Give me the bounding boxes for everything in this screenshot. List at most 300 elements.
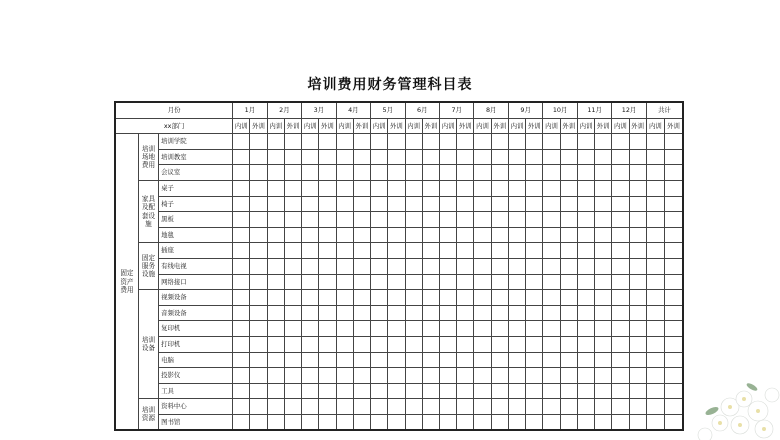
data-cell[interactable]	[474, 134, 491, 150]
data-cell[interactable]	[560, 212, 577, 228]
data-cell[interactable]	[233, 196, 250, 212]
data-cell[interactable]	[474, 290, 491, 306]
data-cell[interactable]	[422, 321, 439, 337]
data-cell[interactable]	[560, 180, 577, 196]
data-cell[interactable]	[439, 399, 456, 415]
data-cell[interactable]	[665, 149, 683, 165]
data-cell[interactable]	[577, 227, 594, 243]
data-cell[interactable]	[526, 383, 543, 399]
data-cell[interactable]	[371, 352, 388, 368]
data-cell[interactable]	[336, 368, 353, 384]
data-cell[interactable]	[560, 336, 577, 352]
data-cell[interactable]	[646, 180, 664, 196]
data-cell[interactable]	[439, 290, 456, 306]
data-cell[interactable]	[371, 149, 388, 165]
data-cell[interactable]	[577, 134, 594, 150]
data-cell[interactable]	[250, 258, 267, 274]
data-cell[interactable]	[267, 321, 284, 337]
data-cell[interactable]	[336, 383, 353, 399]
data-cell[interactable]	[612, 305, 629, 321]
data-cell[interactable]	[302, 336, 319, 352]
data-cell[interactable]	[302, 305, 319, 321]
data-cell[interactable]	[267, 368, 284, 384]
data-cell[interactable]	[267, 414, 284, 430]
data-cell[interactable]	[612, 336, 629, 352]
data-cell[interactable]	[457, 196, 474, 212]
data-cell[interactable]	[405, 336, 422, 352]
data-cell[interactable]	[371, 274, 388, 290]
data-cell[interactable]	[526, 258, 543, 274]
data-cell[interactable]	[353, 352, 370, 368]
data-cell[interactable]	[612, 243, 629, 259]
data-cell[interactable]	[439, 321, 456, 337]
data-cell[interactable]	[508, 352, 525, 368]
data-cell[interactable]	[491, 134, 508, 150]
data-cell[interactable]	[577, 305, 594, 321]
data-cell[interactable]	[319, 383, 336, 399]
data-cell[interactable]	[388, 383, 405, 399]
data-cell[interactable]	[560, 134, 577, 150]
data-cell[interactable]	[646, 258, 664, 274]
data-cell[interactable]	[491, 336, 508, 352]
data-cell[interactable]	[612, 149, 629, 165]
data-cell[interactable]	[336, 196, 353, 212]
data-cell[interactable]	[439, 180, 456, 196]
data-cell[interactable]	[665, 414, 683, 430]
data-cell[interactable]	[284, 336, 301, 352]
data-cell[interactable]	[526, 180, 543, 196]
data-cell[interactable]	[336, 290, 353, 306]
data-cell[interactable]	[336, 134, 353, 150]
data-cell[interactable]	[595, 290, 612, 306]
data-cell[interactable]	[422, 290, 439, 306]
data-cell[interactable]	[474, 368, 491, 384]
data-cell[interactable]	[422, 352, 439, 368]
data-cell[interactable]	[646, 149, 664, 165]
data-cell[interactable]	[233, 149, 250, 165]
data-cell[interactable]	[577, 290, 594, 306]
data-cell[interactable]	[508, 149, 525, 165]
data-cell[interactable]	[577, 212, 594, 228]
data-cell[interactable]	[457, 399, 474, 415]
data-cell[interactable]	[284, 196, 301, 212]
data-cell[interactable]	[405, 414, 422, 430]
data-cell[interactable]	[491, 243, 508, 259]
data-cell[interactable]	[508, 196, 525, 212]
data-cell[interactable]	[595, 227, 612, 243]
data-cell[interactable]	[405, 165, 422, 181]
data-cell[interactable]	[250, 414, 267, 430]
data-cell[interactable]	[267, 227, 284, 243]
data-cell[interactable]	[422, 149, 439, 165]
data-cell[interactable]	[388, 352, 405, 368]
data-cell[interactable]	[543, 321, 560, 337]
data-cell[interactable]	[629, 258, 646, 274]
data-cell[interactable]	[439, 134, 456, 150]
data-cell[interactable]	[665, 227, 683, 243]
data-cell[interactable]	[422, 227, 439, 243]
data-cell[interactable]	[474, 258, 491, 274]
data-cell[interactable]	[250, 243, 267, 259]
data-cell[interactable]	[543, 134, 560, 150]
data-cell[interactable]	[371, 290, 388, 306]
data-cell[interactable]	[560, 321, 577, 337]
data-cell[interactable]	[405, 399, 422, 415]
data-cell[interactable]	[422, 368, 439, 384]
data-cell[interactable]	[491, 290, 508, 306]
data-cell[interactable]	[646, 352, 664, 368]
data-cell[interactable]	[474, 305, 491, 321]
data-cell[interactable]	[284, 368, 301, 384]
data-cell[interactable]	[336, 149, 353, 165]
data-cell[interactable]	[474, 399, 491, 415]
data-cell[interactable]	[474, 243, 491, 259]
data-cell[interactable]	[353, 180, 370, 196]
data-cell[interactable]	[595, 180, 612, 196]
data-cell[interactable]	[665, 383, 683, 399]
data-cell[interactable]	[629, 336, 646, 352]
data-cell[interactable]	[665, 180, 683, 196]
data-cell[interactable]	[439, 383, 456, 399]
data-cell[interactable]	[491, 352, 508, 368]
data-cell[interactable]	[388, 212, 405, 228]
data-cell[interactable]	[508, 274, 525, 290]
data-cell[interactable]	[422, 134, 439, 150]
data-cell[interactable]	[422, 399, 439, 415]
data-cell[interactable]	[405, 274, 422, 290]
data-cell[interactable]	[233, 368, 250, 384]
data-cell[interactable]	[526, 352, 543, 368]
data-cell[interactable]	[302, 258, 319, 274]
data-cell[interactable]	[474, 180, 491, 196]
data-cell[interactable]	[612, 290, 629, 306]
data-cell[interactable]	[439, 336, 456, 352]
data-cell[interactable]	[250, 383, 267, 399]
data-cell[interactable]	[233, 212, 250, 228]
data-cell[interactable]	[560, 368, 577, 384]
data-cell[interactable]	[388, 305, 405, 321]
data-cell[interactable]	[629, 134, 646, 150]
data-cell[interactable]	[371, 212, 388, 228]
data-cell[interactable]	[319, 305, 336, 321]
data-cell[interactable]	[319, 180, 336, 196]
data-cell[interactable]	[595, 305, 612, 321]
data-cell[interactable]	[302, 290, 319, 306]
data-cell[interactable]	[371, 383, 388, 399]
data-cell[interactable]	[250, 196, 267, 212]
data-cell[interactable]	[302, 383, 319, 399]
data-cell[interactable]	[595, 336, 612, 352]
data-cell[interactable]	[474, 274, 491, 290]
data-cell[interactable]	[491, 274, 508, 290]
data-cell[interactable]	[250, 336, 267, 352]
data-cell[interactable]	[629, 212, 646, 228]
data-cell[interactable]	[250, 165, 267, 181]
data-cell[interactable]	[422, 258, 439, 274]
data-cell[interactable]	[577, 258, 594, 274]
data-cell[interactable]	[612, 352, 629, 368]
data-cell[interactable]	[267, 274, 284, 290]
data-cell[interactable]	[405, 212, 422, 228]
data-cell[interactable]	[267, 134, 284, 150]
data-cell[interactable]	[284, 321, 301, 337]
data-cell[interactable]	[543, 414, 560, 430]
data-cell[interactable]	[612, 196, 629, 212]
data-cell[interactable]	[543, 165, 560, 181]
data-cell[interactable]	[336, 399, 353, 415]
data-cell[interactable]	[491, 321, 508, 337]
data-cell[interactable]	[457, 352, 474, 368]
data-cell[interactable]	[267, 305, 284, 321]
data-cell[interactable]	[302, 368, 319, 384]
data-cell[interactable]	[302, 414, 319, 430]
data-cell[interactable]	[250, 321, 267, 337]
data-cell[interactable]	[284, 274, 301, 290]
data-cell[interactable]	[577, 149, 594, 165]
data-cell[interactable]	[457, 243, 474, 259]
data-cell[interactable]	[629, 399, 646, 415]
data-cell[interactable]	[336, 352, 353, 368]
data-cell[interactable]	[233, 165, 250, 181]
data-cell[interactable]	[457, 149, 474, 165]
data-cell[interactable]	[439, 258, 456, 274]
data-cell[interactable]	[508, 180, 525, 196]
data-cell[interactable]	[629, 180, 646, 196]
data-cell[interactable]	[405, 321, 422, 337]
data-cell[interactable]	[595, 383, 612, 399]
data-cell[interactable]	[629, 352, 646, 368]
data-cell[interactable]	[267, 383, 284, 399]
data-cell[interactable]	[577, 352, 594, 368]
data-cell[interactable]	[250, 134, 267, 150]
data-cell[interactable]	[491, 149, 508, 165]
data-cell[interactable]	[491, 180, 508, 196]
data-cell[interactable]	[405, 243, 422, 259]
data-cell[interactable]	[629, 305, 646, 321]
data-cell[interactable]	[353, 383, 370, 399]
data-cell[interactable]	[560, 227, 577, 243]
data-cell[interactable]	[612, 227, 629, 243]
data-cell[interactable]	[543, 368, 560, 384]
data-cell[interactable]	[371, 321, 388, 337]
data-cell[interactable]	[388, 227, 405, 243]
data-cell[interactable]	[543, 274, 560, 290]
data-cell[interactable]	[405, 149, 422, 165]
data-cell[interactable]	[612, 212, 629, 228]
data-cell[interactable]	[284, 212, 301, 228]
data-cell[interactable]	[388, 290, 405, 306]
data-cell[interactable]	[629, 383, 646, 399]
data-cell[interactable]	[302, 134, 319, 150]
data-cell[interactable]	[612, 180, 629, 196]
data-cell[interactable]	[302, 274, 319, 290]
data-cell[interactable]	[474, 414, 491, 430]
data-cell[interactable]	[319, 227, 336, 243]
data-cell[interactable]	[388, 134, 405, 150]
data-cell[interactable]	[457, 180, 474, 196]
data-cell[interactable]	[595, 196, 612, 212]
data-cell[interactable]	[646, 243, 664, 259]
data-cell[interactable]	[543, 149, 560, 165]
data-cell[interactable]	[457, 258, 474, 274]
data-cell[interactable]	[646, 383, 664, 399]
data-cell[interactable]	[577, 165, 594, 181]
data-cell[interactable]	[388, 321, 405, 337]
data-cell[interactable]	[388, 149, 405, 165]
data-cell[interactable]	[302, 399, 319, 415]
data-cell[interactable]	[371, 336, 388, 352]
data-cell[interactable]	[665, 274, 683, 290]
data-cell[interactable]	[577, 196, 594, 212]
data-cell[interactable]	[646, 196, 664, 212]
data-cell[interactable]	[319, 134, 336, 150]
data-cell[interactable]	[439, 305, 456, 321]
data-cell[interactable]	[388, 196, 405, 212]
data-cell[interactable]	[629, 321, 646, 337]
data-cell[interactable]	[233, 258, 250, 274]
data-cell[interactable]	[422, 414, 439, 430]
data-cell[interactable]	[491, 383, 508, 399]
data-cell[interactable]	[612, 134, 629, 150]
data-cell[interactable]	[560, 383, 577, 399]
data-cell[interactable]	[422, 196, 439, 212]
data-cell[interactable]	[577, 414, 594, 430]
data-cell[interactable]	[508, 258, 525, 274]
data-cell[interactable]	[474, 212, 491, 228]
data-cell[interactable]	[250, 368, 267, 384]
data-cell[interactable]	[629, 165, 646, 181]
data-cell[interactable]	[577, 336, 594, 352]
data-cell[interactable]	[508, 165, 525, 181]
data-cell[interactable]	[319, 212, 336, 228]
data-cell[interactable]	[439, 274, 456, 290]
data-cell[interactable]	[665, 258, 683, 274]
data-cell[interactable]	[665, 352, 683, 368]
data-cell[interactable]	[491, 258, 508, 274]
data-cell[interactable]	[474, 336, 491, 352]
data-cell[interactable]	[508, 243, 525, 259]
data-cell[interactable]	[508, 336, 525, 352]
data-cell[interactable]	[233, 134, 250, 150]
data-cell[interactable]	[474, 196, 491, 212]
data-cell[interactable]	[526, 149, 543, 165]
data-cell[interactable]	[508, 368, 525, 384]
data-cell[interactable]	[629, 227, 646, 243]
data-cell[interactable]	[267, 165, 284, 181]
data-cell[interactable]	[665, 134, 683, 150]
data-cell[interactable]	[353, 243, 370, 259]
data-cell[interactable]	[371, 414, 388, 430]
data-cell[interactable]	[353, 336, 370, 352]
data-cell[interactable]	[439, 414, 456, 430]
data-cell[interactable]	[302, 180, 319, 196]
data-cell[interactable]	[422, 165, 439, 181]
data-cell[interactable]	[543, 383, 560, 399]
data-cell[interactable]	[457, 290, 474, 306]
data-cell[interactable]	[371, 258, 388, 274]
data-cell[interactable]	[284, 165, 301, 181]
data-cell[interactable]	[508, 399, 525, 415]
data-cell[interactable]	[665, 212, 683, 228]
data-cell[interactable]	[508, 321, 525, 337]
data-cell[interactable]	[612, 165, 629, 181]
data-cell[interactable]	[665, 243, 683, 259]
data-cell[interactable]	[353, 274, 370, 290]
data-cell[interactable]	[284, 383, 301, 399]
data-cell[interactable]	[284, 290, 301, 306]
data-cell[interactable]	[336, 180, 353, 196]
data-cell[interactable]	[646, 227, 664, 243]
data-cell[interactable]	[302, 352, 319, 368]
data-cell[interactable]	[543, 243, 560, 259]
data-cell[interactable]	[319, 414, 336, 430]
data-cell[interactable]	[665, 336, 683, 352]
data-cell[interactable]	[405, 368, 422, 384]
data-cell[interactable]	[577, 180, 594, 196]
data-cell[interactable]	[319, 274, 336, 290]
data-cell[interactable]	[595, 368, 612, 384]
data-cell[interactable]	[250, 149, 267, 165]
data-cell[interactable]	[336, 414, 353, 430]
data-cell[interactable]	[233, 290, 250, 306]
data-cell[interactable]	[319, 196, 336, 212]
data-cell[interactable]	[491, 414, 508, 430]
data-cell[interactable]	[595, 212, 612, 228]
data-cell[interactable]	[595, 352, 612, 368]
data-cell[interactable]	[319, 258, 336, 274]
data-cell[interactable]	[526, 243, 543, 259]
data-cell[interactable]	[457, 165, 474, 181]
data-cell[interactable]	[284, 414, 301, 430]
data-cell[interactable]	[612, 414, 629, 430]
data-cell[interactable]	[577, 399, 594, 415]
data-cell[interactable]	[336, 305, 353, 321]
data-cell[interactable]	[405, 180, 422, 196]
data-cell[interactable]	[388, 180, 405, 196]
data-cell[interactable]	[646, 274, 664, 290]
data-cell[interactable]	[336, 336, 353, 352]
data-cell[interactable]	[319, 368, 336, 384]
data-cell[interactable]	[250, 180, 267, 196]
data-cell[interactable]	[405, 196, 422, 212]
data-cell[interactable]	[319, 321, 336, 337]
data-cell[interactable]	[508, 414, 525, 430]
data-cell[interactable]	[371, 134, 388, 150]
data-cell[interactable]	[560, 352, 577, 368]
data-cell[interactable]	[388, 414, 405, 430]
data-cell[interactable]	[233, 274, 250, 290]
data-cell[interactable]	[388, 243, 405, 259]
data-cell[interactable]	[543, 305, 560, 321]
data-cell[interactable]	[250, 305, 267, 321]
data-cell[interactable]	[302, 243, 319, 259]
data-cell[interactable]	[474, 352, 491, 368]
data-cell[interactable]	[560, 165, 577, 181]
data-cell[interactable]	[336, 243, 353, 259]
data-cell[interactable]	[665, 368, 683, 384]
data-cell[interactable]	[388, 336, 405, 352]
data-cell[interactable]	[353, 134, 370, 150]
data-cell[interactable]	[405, 352, 422, 368]
data-cell[interactable]	[595, 321, 612, 337]
data-cell[interactable]	[457, 227, 474, 243]
data-cell[interactable]	[629, 243, 646, 259]
data-cell[interactable]	[629, 196, 646, 212]
data-cell[interactable]	[353, 290, 370, 306]
data-cell[interactable]	[491, 399, 508, 415]
data-cell[interactable]	[422, 383, 439, 399]
data-cell[interactable]	[422, 336, 439, 352]
